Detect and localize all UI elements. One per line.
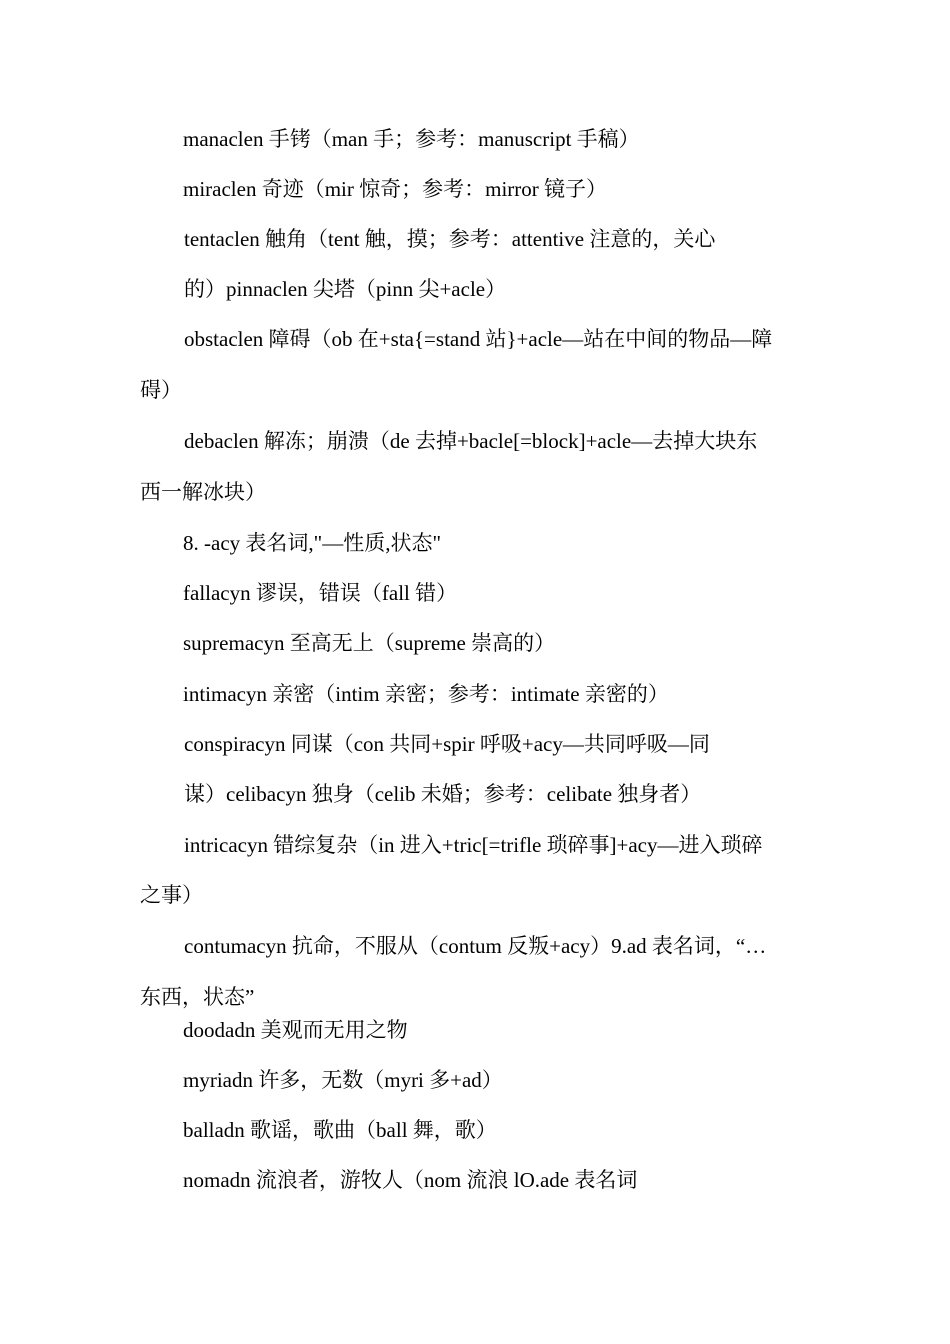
text-line: debaclen 解冻；崩溃（de 去掉+bacle[=block]+acle—去掉大块东 xyxy=(184,429,758,453)
text-line: 之事） xyxy=(140,883,203,907)
text-line: 西一解冰块） xyxy=(140,480,266,504)
text-line: contumacyn 抗命，不服从（contum 反叛+acy）9.ad 表名词，“… xyxy=(184,934,767,958)
text-line: obstaclen 障碍（ob 在+sta{=stand 站}+acle—站在中间的物品—障 xyxy=(184,327,773,351)
text-line: manaclen 手铐（man 手；参考：manuscript 手稿） xyxy=(183,127,640,151)
text-line: 的）pinnaclen 尖塔（pinn 尖+acle） xyxy=(184,277,507,301)
text-line: nomadn 流浪者，游牧人（nom 流浪 lO.ade 表名词 xyxy=(183,1168,638,1192)
text-line: 谋）celibacyn 独身（celib 未婚；参考：celibate 独身者） xyxy=(184,782,702,806)
text-line: 东西，状态” xyxy=(140,985,255,1009)
text-line: intricacyn 错综复杂（in 进入+tric[=trifle 琐碎事]+acy—进入琐碎 xyxy=(184,833,763,857)
text-line: fallacyn 谬误，错误（fall 错） xyxy=(183,581,458,605)
section-heading: 8. -acy 表名词,"—性质,状态" xyxy=(183,531,442,555)
text-line: doodadn 美观而无用之物 xyxy=(183,1018,408,1042)
text-line: miraclen 奇迹（mir 惊奇；参考：mirror 镜子） xyxy=(183,177,608,201)
text-line: conspiracyn 同谋（con 共同+spir 呼吸+acy—共同呼吸—同 xyxy=(184,732,710,756)
text-line: intimacyn 亲密（intim 亲密；参考：intimate 亲密的） xyxy=(183,682,669,706)
text-line: 碍） xyxy=(140,378,182,402)
text-line: myriadn 许多，无数（myri 多+ad） xyxy=(183,1068,503,1092)
text-line: balladn 歌谣，歌曲（ball 舞，歌） xyxy=(183,1118,497,1142)
text-line: tentaclen 触角（tent 触，摸；参考：attentive 注意的，关心 xyxy=(184,227,716,251)
text-line: supremacyn 至高无上（supreme 崇高的） xyxy=(183,631,556,655)
